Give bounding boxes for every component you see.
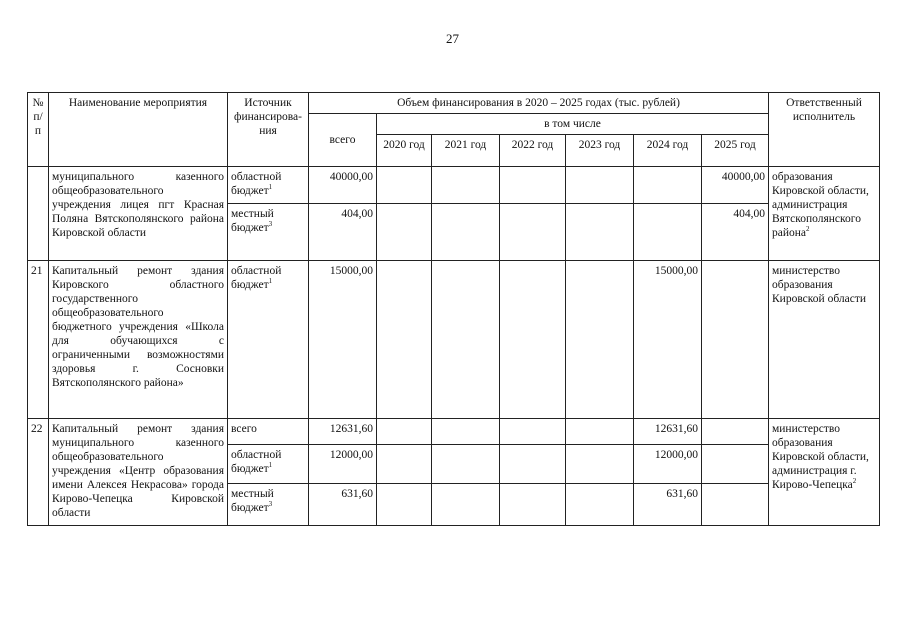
- funding-2025: [702, 261, 769, 419]
- funding-2020: [377, 261, 432, 419]
- row-num: 22: [28, 419, 49, 526]
- funding-2020: [377, 204, 432, 261]
- header-total: всего: [309, 114, 377, 167]
- funding-source: местный бюджет$^3$: [228, 204, 309, 261]
- header-year-2020: 2020 год: [377, 135, 432, 167]
- funding-total: 40000,00: [309, 167, 377, 204]
- header-name: Наименование мероприятия: [49, 93, 228, 167]
- funding-source: местный бюджет$^3$: [228, 484, 309, 526]
- header-year-2022: 2022 год: [500, 135, 566, 167]
- funding-2020: [377, 419, 432, 445]
- funding-2021: [432, 204, 500, 261]
- header-year-2025: 2025 год: [702, 135, 769, 167]
- funding-2024: 631,60: [634, 484, 702, 526]
- funding-2025: [702, 445, 769, 484]
- funding-2022: [500, 445, 566, 484]
- funding-2024: 12631,60: [634, 419, 702, 445]
- funding-2024: 15000,00: [634, 261, 702, 419]
- funding-2022: [500, 204, 566, 261]
- row-responsible: образования Кировской области, администрация Вятскополянского района$^2$: [769, 167, 880, 261]
- funding-2020: [377, 445, 432, 484]
- header-year-2024: 2024 год: [634, 135, 702, 167]
- funding-2023: [566, 419, 634, 445]
- funding-2021: [432, 445, 500, 484]
- funding-2025: 404,00: [702, 204, 769, 261]
- funding-2025: 40000,00: [702, 167, 769, 204]
- funding-2021: [432, 419, 500, 445]
- funding-2023: [566, 484, 634, 526]
- funding-total: 631,60: [309, 484, 377, 526]
- funding-2025: [702, 484, 769, 526]
- funding-table: [27, 92, 880, 526]
- funding-total: 15000,00: [309, 261, 377, 419]
- row-name: Капитальный ремонт здания Кировского областного государственного общеобразовательного бюджетного учреждения «Школа для обучающихся с ограниченными возможностями здоровья г. Сосновки Вятскополянского района»: [49, 261, 228, 419]
- funding-total: 12631,60: [309, 419, 377, 445]
- funding-total: 404,00: [309, 204, 377, 261]
- funding-2022: [500, 484, 566, 526]
- funding-2020: [377, 484, 432, 526]
- funding-2024: [634, 167, 702, 204]
- funding-2025: [702, 419, 769, 445]
- funding-source: областной бюджет$^1$: [228, 261, 309, 419]
- funding-total: 12000,00: [309, 445, 377, 484]
- row-num: 21: [28, 261, 49, 419]
- funding-source: областной бюджет$^1$: [228, 445, 309, 484]
- funding-2021: [432, 484, 500, 526]
- row-name: Капитальный ремонт здания муниципального казенного общеобразовательного учреждения «Центр образования имени Алексея Некрасова» города Кирово-Чепецка Кировской области: [49, 419, 228, 526]
- header-year-2023: 2023 год: [566, 135, 634, 167]
- header-responsible: Ответственный исполнитель: [769, 93, 880, 167]
- header-volume: Объем финансирования в 2020 – 2025 годах (тыс. рублей): [309, 93, 769, 114]
- funding-2022: [500, 419, 566, 445]
- header-source: Источник финансирова-ния: [228, 93, 309, 167]
- funding-2023: [566, 167, 634, 204]
- header-year-2021: 2021 год: [432, 135, 500, 167]
- funding-2023: [566, 261, 634, 419]
- funding-2020: [377, 167, 432, 204]
- row-name: муниципального казенного общеобразовательного учреждения лицея пгт Красная Поляна Вятскополянского района Кировской области: [49, 167, 228, 261]
- header-num: № п/п: [28, 93, 49, 167]
- funding-source: всего: [228, 419, 309, 445]
- funding-2021: [432, 167, 500, 204]
- funding-2024: 12000,00: [634, 445, 702, 484]
- header-including: в том числе: [377, 114, 769, 135]
- funding-source: областной бюджет$^1$: [228, 167, 309, 204]
- funding-2023: [566, 204, 634, 261]
- funding-2022: [500, 261, 566, 419]
- funding-2021: [432, 261, 500, 419]
- row-responsible: министерство образования Кировской области, администрация г. Кирово-Чепецка$^2$: [769, 419, 880, 526]
- funding-2022: [500, 167, 566, 204]
- row-num: [28, 167, 49, 261]
- page-number: 27: [446, 31, 459, 46]
- funding-2024: [634, 204, 702, 261]
- row-responsible: министерство образования Кировской области: [769, 261, 880, 419]
- funding-2023: [566, 445, 634, 484]
